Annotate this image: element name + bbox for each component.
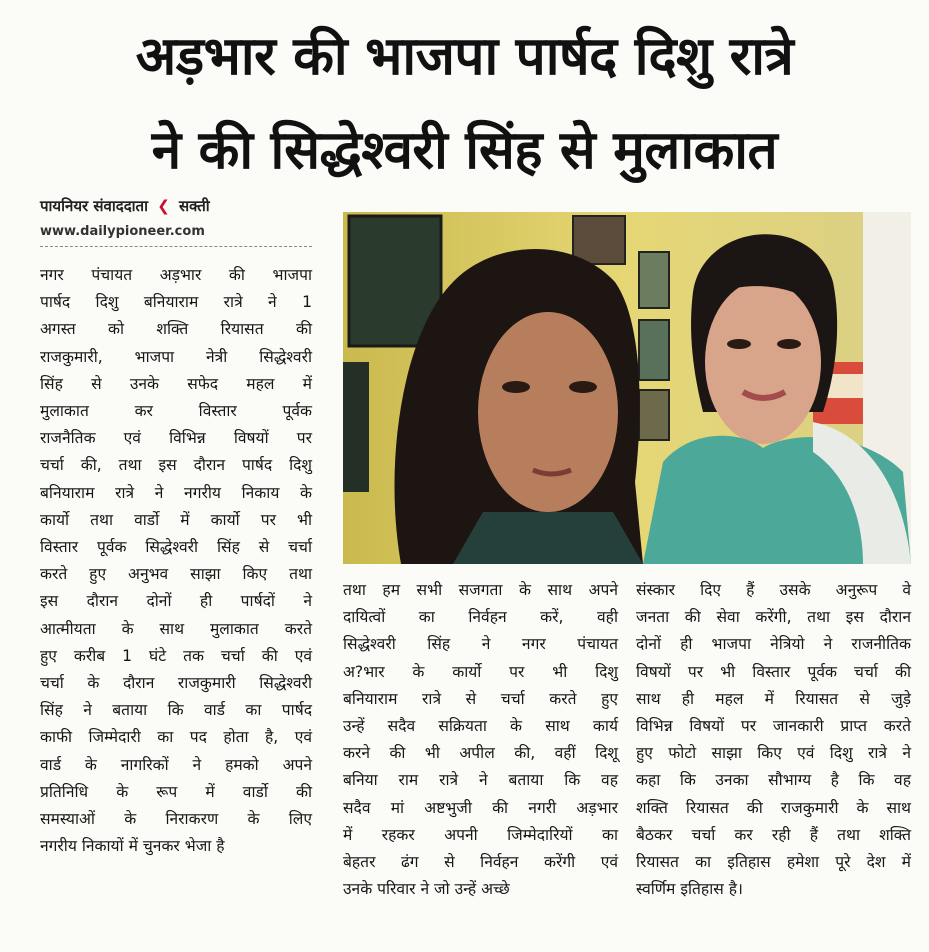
article-line: पार्षद दिशु बनियाराम रात्रे ने 1 bbox=[40, 293, 312, 312]
article-line: चर्चा के दौरान राजकुमारी सिद्धेश्वरी bbox=[40, 674, 312, 693]
article-line: कार्यो तथा वार्डो में कार्यो पर भी bbox=[40, 510, 312, 529]
article-line: बनियाराम रात्रे ने नगरीय निकाय के bbox=[40, 483, 312, 502]
article-line: राजकुमारी, भाजपा नेत्री सिद्धेश्वरी bbox=[40, 347, 312, 366]
article-line: प्रतिनिधि के रूप में वार्डो की bbox=[40, 782, 312, 801]
article-line: चर्चा की, तथा इस दौरान पार्षद दिशु bbox=[40, 456, 312, 475]
article-line: साथ ही महल में रियासत से जुड़े bbox=[636, 689, 911, 708]
article-line: राजनैतिक एवं विभिन्न विषयों पर bbox=[40, 429, 312, 448]
headline-line-2: ने की सिद्धेश्वरी सिंह से मुलाकात bbox=[151, 120, 778, 181]
article-line: तथा हम सभी सजगता के साथ अपने bbox=[343, 581, 618, 599]
article-line: स्वर्णिम इतिहास है। bbox=[636, 880, 743, 899]
article-column-2 bbox=[343, 577, 618, 903]
article-line: बनिया राम रात्रे ने बताया कि वह bbox=[343, 771, 618, 790]
article-line: उनके परिवार ने जो उन्हें अच्छे bbox=[343, 880, 510, 899]
byline bbox=[40, 196, 210, 216]
article-line: करने की भी अपील की, वहीं दिशू bbox=[343, 744, 618, 763]
article-line: कहा कि उनका सौभाग्य है कि वह bbox=[636, 771, 911, 790]
article-line: सिंह ने बताया कि वार्ड का पार्षद bbox=[40, 701, 312, 720]
article-line: सिद्धेश्वरी सिंह ने नगर पंचायत bbox=[343, 635, 618, 654]
article-line: शक्ति रियासत की राजकुमारी के साथ bbox=[636, 798, 911, 817]
article-line: दायित्वों का निर्वहन करें, वही bbox=[343, 608, 618, 627]
article-line: नगर पंचायत अड़भार की भाजपा bbox=[40, 266, 312, 284]
chevron-left-icon: ❮ bbox=[157, 197, 170, 215]
website-link[interactable]: www.dailypioneer.com bbox=[40, 224, 205, 239]
article-line: काफी जिम्मेदारी का पद होता है, एवं bbox=[40, 728, 312, 747]
article-line: वार्ड के नागरिकों ने हमको अपने bbox=[40, 755, 312, 774]
article-column-1 bbox=[40, 262, 312, 860]
article-line: दोनों ही भाजपा नेत्रियो ने राजनीतिक bbox=[636, 635, 911, 654]
article-line: सिंह से उनके सफेद महल में bbox=[40, 374, 312, 393]
article-line: बनियाराम रात्रे से चर्चा करते हुए bbox=[343, 689, 618, 708]
article-line: करते हुए अनुभव साझा किए तथा bbox=[40, 565, 312, 584]
article-line: अ?भार के कार्यो पर भी दिशु bbox=[343, 662, 618, 681]
article-line: सदैव मां अष्टभुजी की नगरी अड़भार bbox=[343, 798, 618, 817]
article-line: समस्याओं के निराकरण के लिए bbox=[40, 810, 312, 829]
article-line: बैठकर चर्चा कर रही हैं तथा शक्ति bbox=[636, 825, 911, 844]
article-line: विस्तार पूर्वक सिद्धेश्वरी सिंह से चर्चा bbox=[40, 538, 312, 557]
article-line: हुए फोटो साझा किए एवं दिशु रात्रे ने bbox=[636, 744, 911, 763]
article-column-3 bbox=[636, 577, 911, 903]
article-line: आत्मीयता के साथ मुलाकात करते bbox=[40, 619, 312, 638]
article-line: जनता की सेवा करेंगी, तथा इस दौरान bbox=[636, 608, 911, 627]
reporter-name: पायनियर संवाददाता bbox=[40, 197, 148, 215]
article-line: नगरीय निकायों में चुनकर भेजा है bbox=[40, 837, 225, 856]
article-line: संस्कार दिए हैं उसके अनुरूप वे bbox=[636, 581, 911, 599]
article-line: मुलाकात कर विस्तार पूर्वक bbox=[40, 402, 312, 421]
article-line: में रहकर अपनी जिम्मेदारियों का bbox=[343, 825, 618, 844]
photo-two-women bbox=[343, 212, 911, 564]
divider bbox=[40, 246, 312, 247]
article-line: अगस्त को शक्ति रियासत की bbox=[40, 320, 312, 339]
headline-line-1: अड़भार की भाजपा पार्षद दिशु रात्रे bbox=[135, 26, 794, 87]
article-line: विषयों पर भी विस्तार पूर्वक चर्चा की bbox=[636, 662, 911, 681]
article-line: उन्हें सदैव सक्रियता के साथ कार्य bbox=[343, 717, 618, 736]
dateline-location: सक्ती bbox=[179, 197, 210, 215]
article-line: रियासत का इतिहास हमेशा पूरे देश में bbox=[636, 853, 911, 872]
article-line: हुए करीब 1 घंटे तक चर्चा की एवं bbox=[40, 646, 312, 665]
article-line: बेहतर ढंग से निर्वहन करेंगी एवं bbox=[343, 853, 618, 872]
article-line: इस दौरान दोनों ही पार्षदों ने bbox=[40, 592, 312, 611]
article-line: विभिन्न विषयों पर जानकारी प्राप्त करते bbox=[636, 717, 911, 736]
